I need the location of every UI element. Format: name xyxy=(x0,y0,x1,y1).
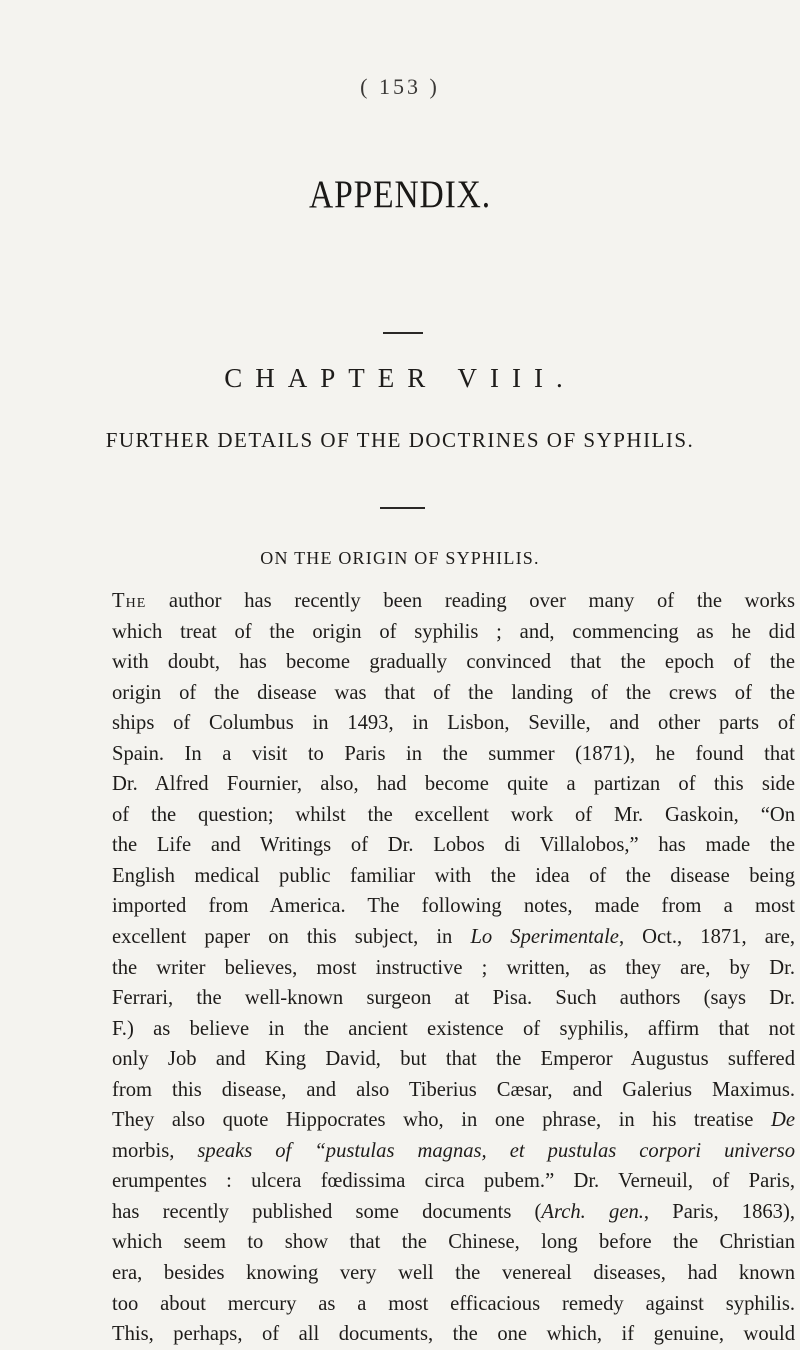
text-line: the writer believes, most instructive ; written, as they are, by Dr. xyxy=(112,956,795,979)
italic-title: , speaks of “pustulas magnas, et pustulas corpori universo xyxy=(169,1139,795,1162)
text-line: This, perhaps, of all documents, the one which, if genuine, would xyxy=(112,1323,795,1346)
body-text xyxy=(112,586,795,1350)
text-line: with doubt, has become gradually convinced that the epoch of the xyxy=(112,651,795,674)
page-number: ( 153 ) xyxy=(360,74,440,99)
text-line: only Job and King David, but that the Emperor Augustus suffered xyxy=(112,1048,795,1071)
text-line: Dr. Alfred Fournier, also, had become quite a partizan of this side xyxy=(112,773,795,796)
italic-title: Lo Sperimentale xyxy=(470,926,619,949)
text-line: which treat of the origin of syphilis ; and, commencing as he did xyxy=(112,620,795,643)
text-line: which seem to show that the Chinese, long before the Christian xyxy=(112,1231,795,1254)
divider-rule xyxy=(383,332,423,334)
subsection-title: ON THE ORIGIN OF SYPHILIS. xyxy=(260,548,540,568)
text-line: morbis, speaks of “pustulas magnas, et pustulas corpori universo xyxy=(112,1139,795,1162)
chapter-heading: CHAPTER VIII. xyxy=(224,363,576,393)
italic-title: Arch. gen. xyxy=(541,1200,644,1223)
text-line: the Life and Writings of Dr. Lobos di Villalobos,” has made the xyxy=(112,834,795,857)
text-line: They also quote Hippocrates who, in one phrase, in his treatise De xyxy=(112,1109,795,1132)
text-line: imported from America. The following notes, made from a most xyxy=(112,895,795,918)
text-line: of the question; whilst the excellent work of Mr. Gaskoin, “On xyxy=(112,803,795,826)
text-line: era, besides knowing very well the venereal diseases, had known xyxy=(112,1262,795,1285)
text-line: has recently published some documents (Arch. gen., Paris, 1863), xyxy=(112,1200,795,1223)
text-line: origin of the disease was that of the landing of the crews of the xyxy=(112,681,795,704)
text-line: F.) as believe in the ancient existence of syphilis, affirm that not xyxy=(112,1017,795,1040)
text-line: ships of Columbus in 1493, in Lisbon, Seville, and other parts of xyxy=(112,712,795,735)
divider-rule xyxy=(380,507,425,509)
text-line: excellent paper on this subject, in Lo Sperimentale, Oct., 1871, are, xyxy=(112,926,796,949)
text-line: English medical public familiar with the idea of the disease being xyxy=(112,864,795,887)
text-line: too about mercury as a most efficacious remedy against syphilis. xyxy=(112,1292,795,1315)
appendix-title: APPENDIX. xyxy=(309,173,491,216)
text-line: Spain. In a visit to Paris in the summer (1871), he found that xyxy=(112,742,795,765)
text-line: erumpentes : ulcera fœdissima circa pubem.” Dr. Verneuil, of Paris, xyxy=(112,1170,795,1193)
text-line: Ferrari, the well-known surgeon at Pisa. Such authors (says Dr. xyxy=(112,987,795,1010)
text-line: from this disease, and also Tiberius Cæsar, and Galerius Maximus. xyxy=(112,1078,795,1101)
text-line: The author has recently been reading over many of the works xyxy=(112,590,795,612)
italic-title: De xyxy=(770,1109,795,1132)
section-title: FURTHER DETAILS OF THE DOCTRINES OF SYPHILIS. xyxy=(105,428,695,452)
lead-word: The xyxy=(112,590,147,612)
